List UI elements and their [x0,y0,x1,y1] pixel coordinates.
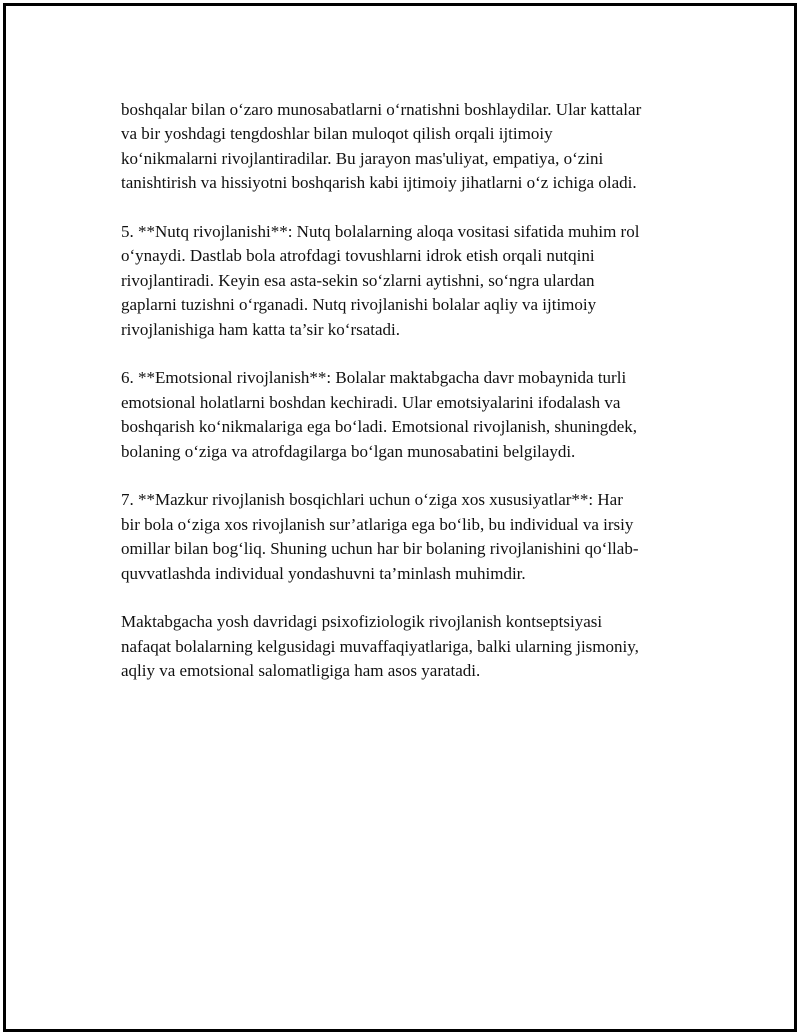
text-line: bir bola o‘ziga xos rivojlanish sur’atlariga ega bo‘lib, bu individual va irsiy [121,514,634,534]
text-line: rivojlantiradi. Keyin esa asta-sekin so‘zlarni aytishni, so‘ngra ulardan [121,270,595,290]
paragraph-emotional-development [121,366,701,464]
text-line: boshqalar bilan o‘zaro munosabatlarni o‘rnatishni boshlaydilar. Ular kattalar [121,100,642,119]
text-line: gaplarni tuzishni o‘rganadi. Nutq rivojlanishi bolalar aqliy va ijtimoiy [121,295,597,315]
text-line: emotsional holatlarni boshdan kechiradi. Ular emotsiyalarini ifodalash va [121,392,621,412]
text-line: quvvatlashda individual yondashuvni ta’minlash muhimdir. [121,563,526,583]
text-line: boshqarish ko‘nikmalariga ega bo‘ladi. Emotsional rivojlanish, shuningdek, [121,417,638,437]
paragraph-social-development [121,98,701,196]
text-line: nafaqat bolalarning kelgusidagi muvaffaqiyatlariga, balki ularning jismoniy, [121,636,639,656]
text-line: o‘ynaydi. Dastlab bola atrofdagi tovushlarni idrok etish orqali nutqini [121,246,595,266]
document-body [121,98,701,708]
text-line: tanishtirish va hissiyotni boshqarish kabi ijtimoiy jihatlarni o‘z ichiga oladi. [121,173,637,193]
text-line: aqliy va emotsional salomatligiga ham asos yaratadi. [121,661,481,681]
text-line: 6. **Emotsional rivojlanish**: Bolalar maktabgacha davr mobaynida turli [121,368,627,388]
paragraph-conclusion [121,610,701,683]
paragraph-speech-development [121,220,701,342]
text-line: omillar bilan bog‘liq. Shuning uchun har bir bolaning rivojlanishini qo‘llab- [121,539,639,559]
text-line: 7. **Mazkur rivojlanish bosqichlari uchun o‘ziga xos xususiyatlar**: Har [121,490,623,510]
text-line: rivojlanishiga ham katta ta’sir ko‘rsatadi. [121,319,401,339]
paragraph-stage-features [121,488,701,586]
text-line: ko‘nikmalarni rivojlantiradilar. Bu jarayon mas'uliyat, empatiya, o‘zini [121,148,604,168]
text-line: va bir yoshdagi tengdoshlar bilan muloqot qilish orqali ijtimoiy [121,124,553,144]
text-line: Maktabgacha yosh davridagi psixofiziologik rivojlanish kontseptsiyasi [121,612,603,632]
text-line: bolaning o‘ziga va atrofdagilarga bo‘lgan munosabatini belgilaydi. [121,441,576,461]
document-page [3,3,797,1032]
text-line: 5. **Nutq rivojlanishi**: Nutq bolalarning aloqa vositasi sifatida muhim rol [121,222,640,242]
